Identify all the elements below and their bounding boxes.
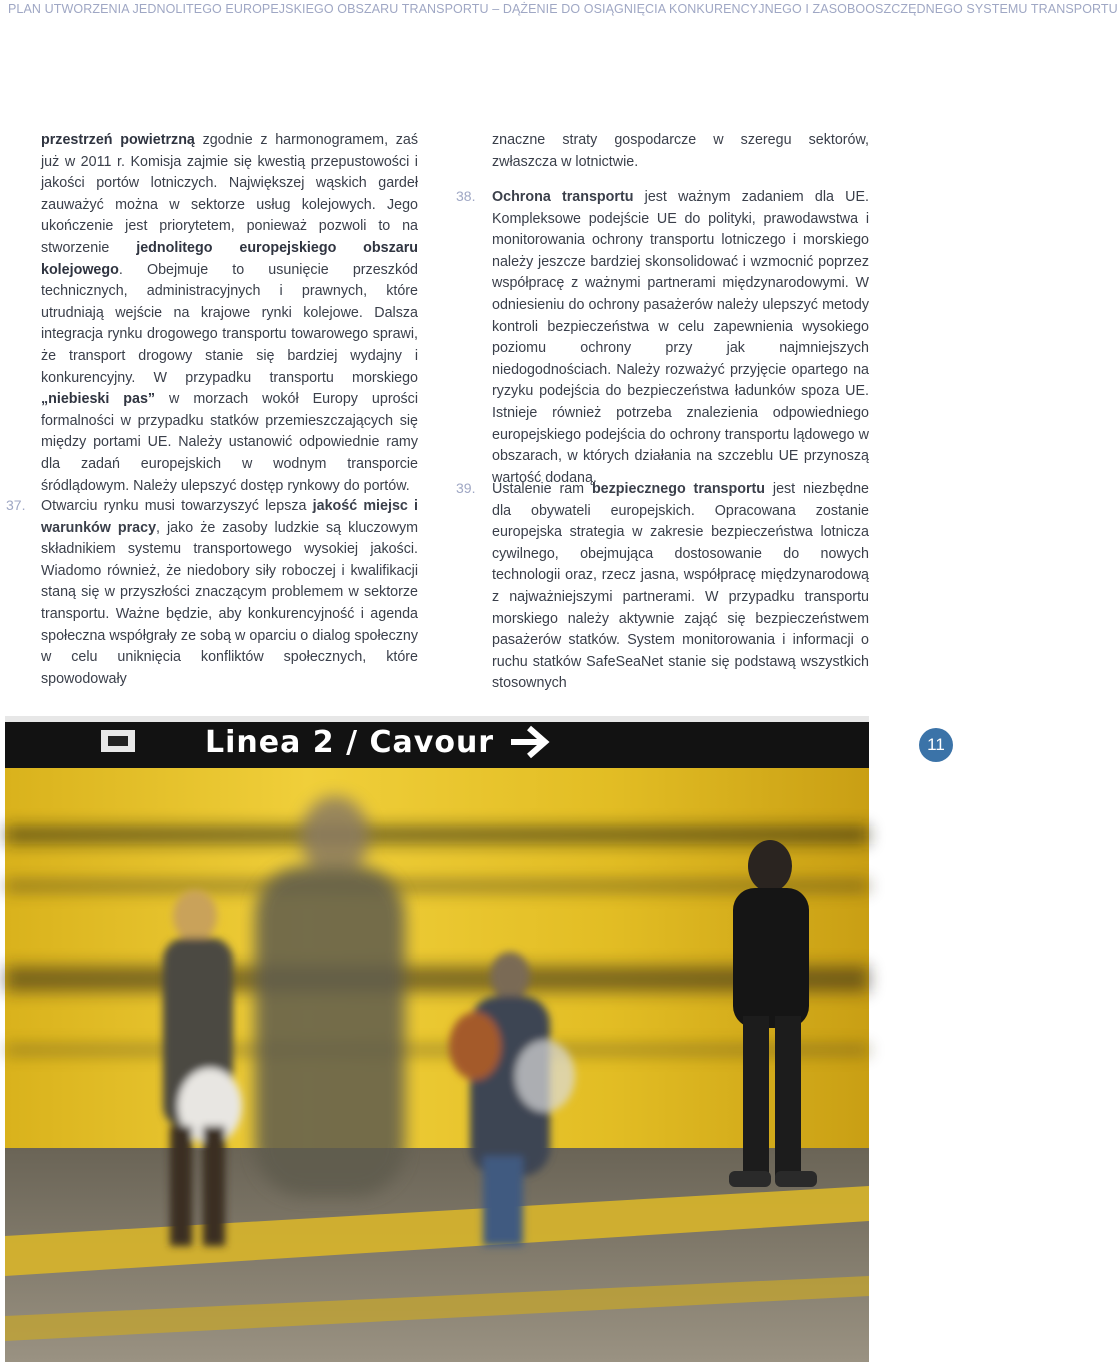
paragraph-continued-right: znaczne straty gospodarcze w szeregu sektorów, zwłaszcza w lotnictwie. (492, 132, 869, 170)
text-run: Otwarciu rynku musi towarzyszyć lepsza (41, 498, 313, 514)
page-number-badge: 11 (919, 728, 953, 762)
paragraph-number-37: 37. (6, 497, 26, 513)
bold-term: Ochrona transportu (492, 189, 634, 205)
right-column (492, 130, 869, 173)
paragraph-37 (41, 496, 418, 690)
bold-term: bezpiecznego transportu (591, 481, 766, 497)
paragraph-38 (492, 187, 869, 489)
text-run: Ustalenie ram (492, 481, 592, 497)
paragraph-number-39: 39. (456, 480, 476, 496)
text-run: , jako że zasoby ludzkie są kluczowym składnikiem systemu transportowego wysokiej jakości. Wiadomo również, że niedobory siły roboczej i kwalifikacji staną się w przyszłości znaczącym problemem w sektorze transportu. Ważne będzie, aby konkurencyjność i agenda społeczna współgrały ze sobą w oparciu o dialog społeczny w celu uniknięcia konfliktów społecznych, które spowodowały (41, 519, 419, 687)
bold-term: jakość miejsc i warunków pracy (41, 498, 418, 536)
left-column (41, 130, 418, 497)
metro-platform-photo (5, 716, 869, 1362)
paragraph-number-38: 38. (456, 188, 476, 204)
text-run: zgodnie z harmonogramem, zaś już w 2011 r. Komisja zajmie się kwestią przepustowości i jakości portów lotniczych. Największej wąskich gardeł zauważyć można w sektorze usług kolejowych. Jego ukończenie jest priorytetem, ponieważ pozwoli to na stworzenie (41, 132, 418, 256)
camera-icon (101, 730, 135, 752)
text-run: w morzach wokół Europy uprości formalności w przypadku statków przemieszczających się między portami UE. Należy ustanowić odpowiednie ramy dla zadań europejskich w wodnym transporcie śródlądowym. Należy ulepszyć dostęp rynkowy do portów. (41, 391, 419, 494)
photo-illustration (5, 716, 869, 1362)
bold-term: jednolitego europejskiego obszaru kolejowego (41, 239, 419, 278)
paragraph-39 (492, 479, 869, 695)
station-sign-text: Linea 2 / Cavour (205, 725, 495, 760)
bold-term: przestrzeń powietrzną (41, 132, 195, 148)
text-run: jest ważnym zadaniem dla UE. Kompleksowe podejście UE do polityki, prawodawstwa i monitorowania ochrony transportu lotniczego i morskiego należy jeszcze bardziej skonsolidować i wzmocnić poprzez współpracę z ważnymi partnerami międzynarodowymi. W odniesieniu do ochrony pasażerów należy ulepszyć metody kontroli bezpieczeństwa w celu zapewnienia wysokiego poziomu ochrony przy jak najmniejszych niedogodnościach. Należy rozważyć przyjęcie opartego na ryzyku podejścia do bezpieczeństwa ładunków spoza UE. Istnieje również potrzeba znalezienia odpowiedniego europejskiego podejścia do ochrony transportu lądowego w obszarach, w których działania na szczeblu UE przynoszą wartość dodaną. (492, 189, 869, 486)
running-header: PLAN UTWORZENIA JEDNOLITEGO EUROPEJSKIEGO OBSZARU TRANSPORTU – DĄŻENIE DO OSIĄGNIĘCIA KONKURENCYJNEGO I ZASOBOOSZCZĘDNEGO SYSTEMU TRANSPORTU (8, 2, 1118, 16)
paragraph-continued (41, 130, 418, 497)
bold-term: „niebieski pas” (41, 391, 156, 408)
text-run: jest niezbędne dla obywateli europejskich. Opracowana zostanie europejska strategia w zakresie bezpieczeństwa lotnicza cywilnego, obejmująca dostosowanie do nowych technologii oraz, rzecz jasna, współpracę międzynarodową z najważniejszymi partnerami. W przypadku transportu morskiego należy aktywnie zająć się bezpieczeństwem pasażerów statków. System monitorowania i informacji o ruchu statków SafeSeaNet stanie się podstawą wszystkich stosownych (492, 481, 869, 692)
text-run: . Obejmuje to usunięcie przeszkód technicznych, administracyjnych i prawnych, które utrudniają wejście na krajowe rynki kolejowe. Dalsza integracja rynku drogowego transportu towarowego sprawi, że transport drogowy stanie się bardziej wydajny i konkurencyjny. W przypadku transportu morskiego (41, 261, 418, 386)
